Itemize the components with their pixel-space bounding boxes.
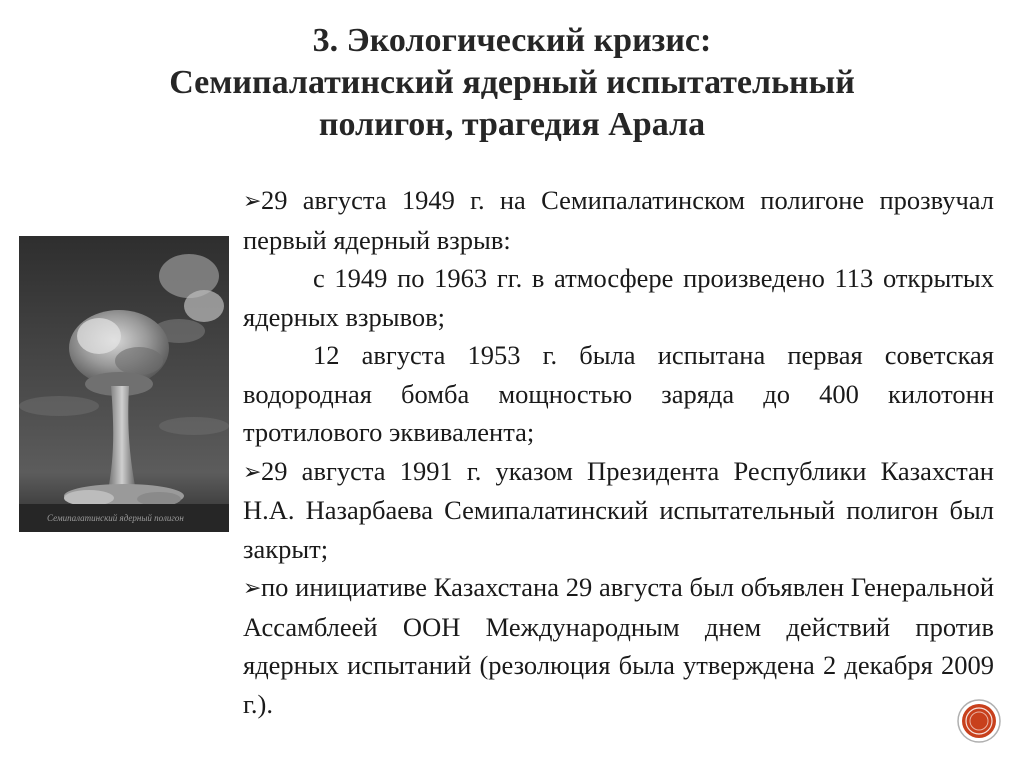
bullet-paragraph-1 <box>243 181 994 259</box>
nuclear-explosion-photo <box>19 236 229 532</box>
arrow-bullet-icon: ➢ <box>243 188 262 213</box>
slide-title <box>40 20 984 146</box>
slide-nav-badge-icon[interactable] <box>956 698 1002 744</box>
paragraph-1-text: 29 августа 1949 г. на Семипалатинском полигоне прозвучал первый ядерный взрыв: <box>243 185 994 255</box>
title-line-1: 3. Экологический кризис: <box>312 22 712 59</box>
paragraph-3-text: 12 августа 1953 г. была испытана первая советская водородная бомба мощностью заряда до 400 килотонн тротилового эквивалента; <box>243 340 994 447</box>
paragraph-2-text: с 1949 по 1963 гг. в атмосфере произведено 113 открытых ядерных взрывов; <box>243 263 994 332</box>
mushroom-cloud-image <box>19 236 229 532</box>
bullet-paragraph-4 <box>243 452 994 569</box>
content-body <box>243 181 994 723</box>
photo-caption: Семипалатинский ядерный полигон <box>47 513 184 523</box>
bullet-paragraph-5 <box>243 568 994 723</box>
paragraph-5-text: по инициативе Казахстана 29 августа был объявлен Генеральной Ассамблеей ООН Международным днем действий против ядерных испытаний (резолюция была утверждена 2 декабря 2009 г.). <box>243 572 994 719</box>
paragraph-4-text: 29 августа 1991 г. указом Президента Республики Казахстан Н.А. Назарбаева Семипалатинский испытательный полигон был закрыт; <box>243 455 994 564</box>
title-line-2: Семипалатинский ядерный испытательный <box>169 64 855 101</box>
arrow-bullet-icon: ➢ <box>243 458 262 484</box>
paragraph-3 <box>243 336 994 452</box>
arrow-bullet-icon: ➢ <box>243 575 262 600</box>
paragraph-2 <box>243 259 994 336</box>
title-line-3: полигон, трагедия Арала <box>318 106 706 143</box>
